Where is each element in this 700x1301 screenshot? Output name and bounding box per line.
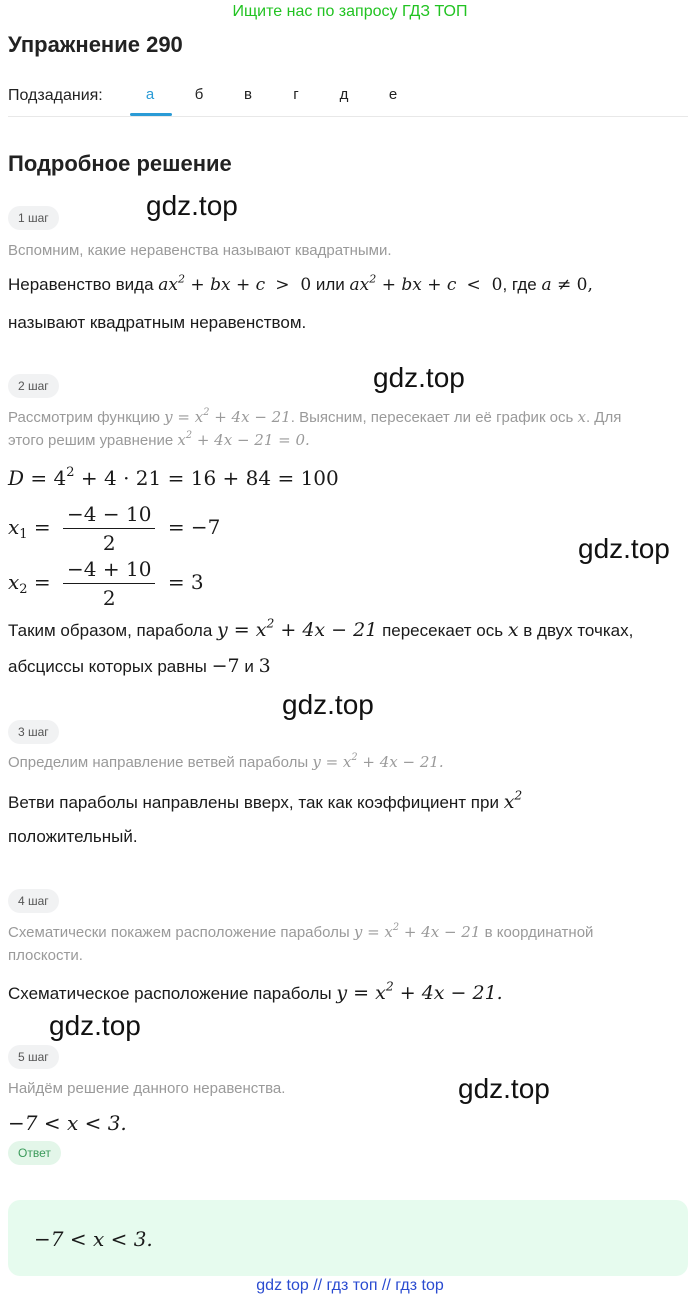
formula: > 0	[269, 275, 312, 295]
step-text	[8, 784, 522, 821]
step-text: называют квадратным неравенством.	[8, 313, 307, 332]
text-fragment: Схематически покажем расположение параболы	[8, 924, 350, 941]
text-fragment: в координатной	[484, 924, 594, 941]
text-fragment: Рассмотрим функцию	[8, 409, 160, 426]
result: = −7	[167, 515, 221, 539]
text-fragment: в двух точках,	[523, 621, 634, 640]
answer-box	[8, 1200, 688, 1276]
step-badge: 5 шаг	[8, 1045, 59, 1069]
formula: $y = x^2 + 4x - 21$	[164, 407, 291, 426]
section-title: Подробное решение	[8, 151, 232, 176]
watermark: gdz.top	[49, 1010, 141, 1041]
answer-value: −7 < x < 3.	[34, 1227, 153, 1251]
step-text	[8, 975, 503, 1012]
formula: 3	[258, 655, 271, 677]
page-title: Упражнение 290	[8, 32, 183, 57]
numerator: −4 − 10	[63, 502, 155, 529]
tab-b[interactable]: б	[194, 86, 204, 103]
search-banner: Ищите нас по запросу ГДЗ ТОП	[232, 3, 468, 20]
formula: $y = x^2 + 4x - 21$.	[312, 752, 444, 771]
formula: ≠ 0,	[551, 275, 593, 295]
text-fragment: Определим направление ветвей параболы	[8, 754, 309, 771]
fraction	[63, 557, 155, 610]
watermark: gdz.top	[373, 362, 465, 393]
text-fragment: плоскости.	[8, 947, 83, 964]
watermark: gdz.top	[282, 689, 374, 720]
step-badge: 2 шаг	[8, 374, 59, 398]
active-tab-indicator	[130, 113, 172, 116]
tab-g[interactable]: г	[293, 86, 299, 103]
text-fragment: . Выясним, пересекает ли её график ось	[290, 409, 574, 426]
step-badge: 4 шаг	[8, 889, 59, 913]
text-fragment: Неравенство вида	[8, 275, 154, 294]
formula: $ax^2$ + bx + c	[349, 272, 457, 295]
subtasks-bar	[8, 80, 688, 117]
step-text	[8, 648, 271, 685]
formula: −7	[211, 655, 240, 677]
text-fragment: и	[244, 657, 254, 676]
text-fragment: . Для	[585, 409, 622, 426]
text-fragment: этого решим уравнение	[8, 432, 174, 449]
formula: x	[577, 408, 586, 426]
text-fragment: пересекает ось	[382, 621, 504, 640]
footer-links[interactable]: gdz top // гдз топ // гдз top	[256, 1277, 444, 1294]
formula: x	[507, 619, 519, 641]
tab-v[interactable]: в	[244, 86, 252, 103]
watermark: gdz.top	[458, 1073, 550, 1104]
formula: $x^2$	[503, 788, 523, 813]
step-hint	[8, 921, 698, 967]
watermark: gdz.top	[146, 190, 238, 221]
formula: $y = x^2 + 4x - 21$	[217, 616, 378, 641]
step-badge: 1 шаг	[8, 206, 59, 230]
step-hint: Вспомним, какие неравенства называют квадратными.	[8, 242, 392, 259]
step-text	[8, 267, 693, 303]
step-hint: Найдём решение данного неравенства.	[8, 1080, 286, 1097]
discriminant-formula: $D = 4^2 + 4 \cdot 21 = 16 + 84 = 100$	[8, 464, 339, 490]
tab-a[interactable]: а	[145, 86, 155, 103]
root-x1-formula: $x_1$ = $\frac{-4 - 10}{2}$ = −7	[8, 502, 221, 555]
tab-d[interactable]: д	[339, 86, 349, 103]
numerator: −4 + 10	[63, 557, 155, 584]
text-fragment: Ветви параболы направлены вверх, так как коэффициент при	[8, 793, 499, 812]
formula: $y = x^2 + 4x - 21$	[353, 922, 481, 941]
root-x2-formula: $x_2$ = $\frac{-4 + 10}{2}$ = 3	[8, 557, 204, 610]
step-hint	[8, 406, 698, 452]
answer-badge: Ответ	[8, 1141, 61, 1165]
denominator: 2	[102, 586, 116, 610]
watermark: gdz.top	[578, 533, 670, 564]
step-text: положительный.	[8, 827, 138, 846]
tab-e[interactable]: е	[388, 86, 398, 103]
formula: $ax^2$ + bx + c	[158, 272, 266, 295]
subtasks-label: Подзадания:	[8, 87, 103, 104]
solution-result: −7 < x < 3.	[8, 1111, 127, 1135]
step-text	[8, 612, 698, 649]
formula: a	[541, 275, 552, 295]
text-fragment: абсциссы которых равны	[8, 657, 207, 676]
text-fragment: , где	[502, 275, 537, 294]
step-hint	[8, 751, 444, 774]
result: = 3	[167, 570, 204, 594]
formula: < 0	[461, 275, 503, 295]
denominator: 2	[102, 531, 116, 555]
formula: $x^2 + 4x - 21 = 0$.	[177, 430, 310, 449]
step-badge: 3 шаг	[8, 720, 59, 744]
fraction	[63, 502, 155, 555]
formula: $y = x^2 + 4x - 21$.	[336, 979, 503, 1004]
text-fragment: Таким образом, парабола	[8, 621, 213, 640]
text-fragment: или	[315, 275, 345, 294]
text-fragment: Схематическое расположение параболы	[8, 984, 332, 1003]
